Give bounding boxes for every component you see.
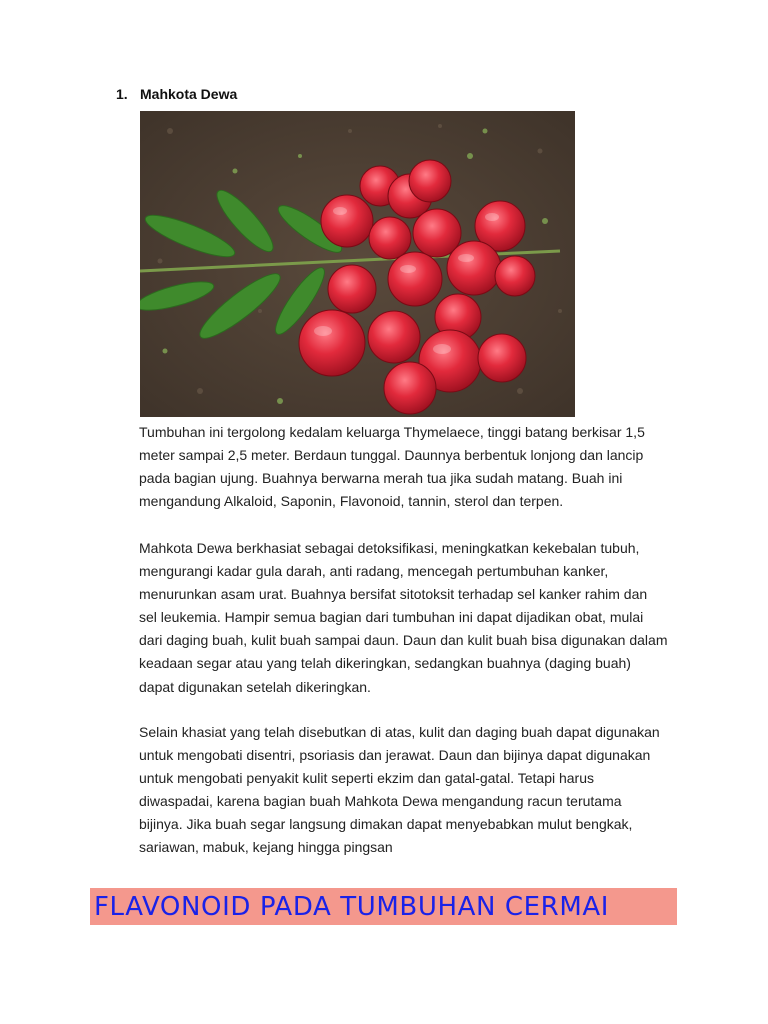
paragraph-description (139, 421, 684, 513)
paragraph-line: dari daging buah, kulit buah sampai daun. Daun dan kulit buah bisa digunakan dalam (139, 632, 668, 649)
banner-title: FLAVONOID PADA TUMBUHAN CERMAI (94, 892, 610, 922)
paragraph-line: menurunkan asam urat. Buahnya bersifat sitotoksit terhadap sel kanker rahim dan (139, 586, 648, 603)
paragraph-line: bijinya. Jika buah segar langsung dimakan dapat menyebabkan mulut bengkak, (139, 816, 633, 833)
paragraph-line: meter sampai 2,5 meter. Berdaun tunggal. Daunnya berbentuk lonjong dan lancip (139, 447, 644, 464)
paragraph-line: diwaspadai, karena bagian buah Mahkota Dewa mengandung racun terutama (139, 793, 622, 810)
paragraph-warnings (139, 721, 684, 860)
section-number: 1. (116, 86, 128, 102)
paragraph-line: sel leukemia. Hampir semua bagian dari tumbuhan ini dapat dijadikan obat, mulai (139, 609, 644, 626)
paragraph-line: mengurangi kadar gula darah, anti radang, mencegah pertumbuhan kanker, (139, 563, 609, 580)
paragraph-line: dapat digunakan setelah dikeringkan. (139, 678, 371, 695)
paragraph-benefits (139, 537, 684, 699)
paragraph-line: untuk mengobati penyakit kulit seperti ekzim dan gatal-gatal. Tetapi harus (139, 770, 595, 787)
paragraph-line: mengandung Alkaloid, Saponin, Flavonoid, tannin, sterol dan terpen. (139, 493, 564, 510)
paragraph-line: Tumbuhan ini tergolong kedalam keluarga Thymelaece, tinggi batang berkisar 1,5 (139, 424, 645, 440)
section-title: Mahkota Dewa (140, 86, 238, 102)
section-heading (116, 86, 237, 102)
paragraph-line: Selain khasiat yang telah disebutkan di atas, kulit dan daging buah dapat digunakan (139, 724, 660, 740)
paragraph-line: keadaan segar atau yang telah dikeringkan, sedangkan buahnya (daging buah) (139, 655, 631, 672)
paragraph-line: untuk mengobati disentri, psoriasis dan jerawat. Daun dan bijinya dapat digunakan (139, 747, 651, 764)
paragraph-line: sariawan, mabuk, kejang hingga pingsan (139, 839, 393, 856)
paragraph-line: pada bagian ujung. Buahnya berwarna merah tua jika sudah matang. Buah ini (139, 470, 623, 487)
mahkota-dewa-fruit-photo (140, 111, 575, 417)
paragraph-line: Mahkota Dewa berkhasiat sebagai detoksifikasi, meningkatkan kekebalan tubuh, (139, 540, 640, 556)
section-banner (90, 888, 677, 925)
